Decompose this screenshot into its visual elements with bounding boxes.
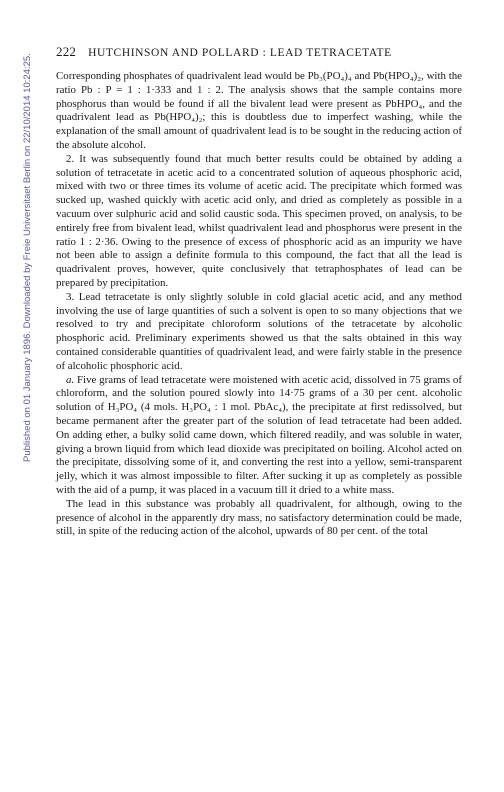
paragraph-1: Corresponding phosphates of quadrivalent lead would be Pb₃(PO₄)₄ and Pb(HPO₄)₂, with the ratio Pb : P = 1 : 1·333 and 1 : 2. The analysis shows that the sample contains more phosphorus than would be found if all the bivalent lead were present as PbHPO₄, and the quadrivalent lead as Pb(HPO₄)₂; this is doubtless due to imperfect washing, while the explanation of the small amount of quadrivalent lead is to be sought in the reducing action of the absolute alcohol. xyxy=(56,70,462,151)
page-number: 222 xyxy=(56,44,77,59)
paragraph-2: 2. It was subsequently found that much better results could be obtained by adding a solution of tetracetate in acetic acid to a concentrated solution of aqueous phosphoric acid, mixed with two or three times its volume of acetic acid. The precipitate which formed was sucked up, washed quickly with acetic acid only, and dried as completely as possible in a vacuum over sulphuric acid and solid caustic soda. This specimen proved, on analysis, to be entirely free from bivalent lead, whilst quadrivalent lead and phosphorus were present in the ratio 1 : 2·36. Owing to the presence of excess of phosphoric acid as an impurity we have not been able to assign a definite formula to this compound, the fact that all the lead is quadrivalent proves, however, quite conclusively that tetraphosphates of lead can be prepared by precipitation. xyxy=(56,152,462,289)
paragraph-5: The lead in this substance was probably all quadrivalent, for although, owing to the presence of alcohol in the apparently dry mass, no satisfactory determination could be made, still, in spite of the reducing action of the alcohol, upwards of 80 per cent. of the total xyxy=(56,497,462,538)
paragraph-4 xyxy=(56,374,462,498)
download-watermark: Published on 01 January 1896. Downloaded by Freie Universitaet Berlin on 22/10/2014 10:24:25. xyxy=(22,53,33,462)
paragraph-4-text: Five grams of lead tetracetate were moistened with acetic acid, dissolved in 75 grams of chloroform, and the solution poured slowly into 14·75 grams of a 30 per cent. alcoholic solution of H₃PO₄ (4 mols. H₃PO₄ : 1 mol. PbAc₄), the precipitate at first redissolved, but became permanent after the greater part of the solution of lead tetracetate had been added. On adding ether, a bulky solid came down, which filtered readily, and was soluble in water, giving a brown liquid from which lead dioxide was precipitated on boiling. Alcohol acted on the precipitate, dissolving some of it, and converting the rest into a yellow, semi-transparent jelly, which it was almost impossible to filter. After sucking it up as completely as possible with the aid of a pump, it was placed in a vacuum till it dried to a white mass. xyxy=(56,373,462,496)
running-header xyxy=(56,44,456,60)
running-title: HUTCHINSON AND POLLARD : LEAD TETRACETATE xyxy=(88,47,392,59)
paragraph-4-label: a. xyxy=(66,373,75,386)
article-body xyxy=(56,70,462,539)
paragraph-3: 3. Lead tetracetate is only slightly soluble in cold glacial acetic acid, and any method involving the use of large quantities of such a solvent is open to so many objections that we resolved to try and precipitate chloroform solutions of the tetracetate by alcoholic phosphoric acid. Preliminary experiments showed us that the salts obtained in this way contained considerable quantities of quadrivalent lead, and were fairly stable in the presence of alcoholic phosphoric acid. xyxy=(56,290,462,372)
